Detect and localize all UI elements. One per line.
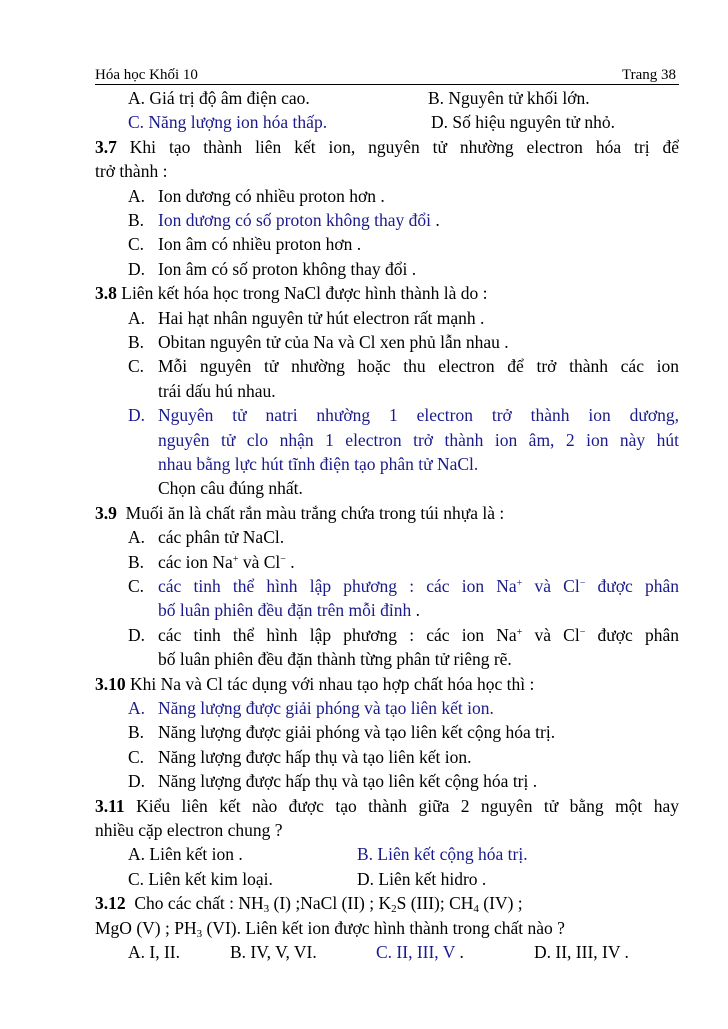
q38-c-text-2: trái dấu hú nhau. <box>158 380 276 401</box>
q310-d-label: D. <box>128 771 146 792</box>
q38-stem <box>95 281 679 305</box>
q310-c-text: Năng lượng được hấp thụ và tạo liên kết ion. <box>158 746 472 767</box>
q312-l1-b: (I) ;NaCl (II) ; K <box>269 893 392 914</box>
q38-a-label: A. <box>128 307 146 328</box>
q310-stem-text: Khi Na và Cl tác dụng với nhau tạo hợp chất hóa học thì : <box>130 673 535 694</box>
q39-d-end: được phân <box>585 624 679 645</box>
q39-d-mid: và Cl <box>522 624 580 645</box>
q310-option-a <box>95 696 679 720</box>
q37-c-label: C. <box>128 234 145 255</box>
q310-a-label: A. <box>128 697 146 718</box>
q39-b-label: B. <box>128 551 145 572</box>
q311-option-a: A. Liên kết ion . <box>128 844 243 865</box>
q39-c-label: C. <box>128 575 145 596</box>
q312-l2-a: MgO (V) ; PH <box>95 917 197 938</box>
q39-c-tail: . <box>411 600 420 621</box>
prev-option-c: C. Năng lượng ion hóa thấp. <box>128 112 328 133</box>
q39-option-c <box>95 574 679 598</box>
q312-l1-sub-2: 2 <box>391 903 397 916</box>
page-content <box>95 86 679 964</box>
q38-option-a <box>95 306 679 330</box>
q37-b-text: Ion dương có số proton không thay đổi <box>158 209 431 230</box>
q39-b-text <box>158 550 679 574</box>
q39-a-text: các phân tử NaCl. <box>158 527 285 548</box>
q310-option-b <box>95 720 679 744</box>
q311-options-row-2 <box>95 867 679 891</box>
q39-b-mid: và Cl <box>238 551 281 572</box>
q37-a-label: A. <box>128 185 146 206</box>
q311-number: 3.11 <box>95 795 125 816</box>
q39-b-end: . <box>285 551 295 572</box>
prev-option-d: D. Số hiệu nguyên tử nhỏ. <box>431 112 615 133</box>
prev-option-a: A. Giá trị độ âm điện cao. <box>128 88 310 108</box>
q39-number: 3.9 <box>95 502 117 523</box>
prev-options-row-2 <box>95 110 679 134</box>
q39-option-d <box>95 623 679 647</box>
q312-l1-a: Cho các chất : NH <box>134 893 264 914</box>
q39-b-pre: các ion Na <box>158 551 233 572</box>
q37-b-label: B. <box>128 209 145 230</box>
q312-l1-c: S (III); CH <box>396 893 474 914</box>
q39-c-text-2: bố luân phiên đều đặn trên mỗi đỉnh <box>158 600 412 621</box>
q311-stem-line-1 <box>95 794 679 818</box>
q39-b-sup-plus: + <box>232 553 239 565</box>
q39-a-label: A. <box>128 527 146 548</box>
q312-l1-d: (IV) ; <box>478 893 523 914</box>
q312-option-b: B. IV, V, VI. <box>230 941 317 962</box>
q39-d-pre: các tinh thể hình lập phương : các ion Na <box>158 624 517 645</box>
q37-d-text: Ion âm có số proton không thay đổi . <box>158 258 417 279</box>
q310-option-d <box>95 769 679 793</box>
page-header <box>95 66 679 85</box>
q37-b-tail: . <box>430 209 440 230</box>
q39-c-end: được phân <box>585 575 679 596</box>
q37-stem-line-1 <box>95 135 679 159</box>
q311-stem-1: Kiểu liên kết nào được tạo thành giữa 2 nguyên tử bằng một hay <box>136 795 679 816</box>
q310-d-text: Năng lượng được hấp thụ và tạo liên kết cộng hóa trị . <box>158 771 538 792</box>
q312-stem-line-1 <box>95 891 679 915</box>
q38-option-c <box>95 354 679 378</box>
q312-option-c: C. II, III, V <box>376 941 456 962</box>
q39-c-mid: và Cl <box>522 575 580 596</box>
q39-d-text-1 <box>158 623 679 647</box>
header-subject: Hóa học Khối 10 <box>95 67 198 83</box>
q312-number: 3.12 <box>95 893 126 914</box>
q39-c-pre: các tinh thể hình lập phương : các ion Na <box>158 575 517 596</box>
q310-b-text: Năng lượng được giải phóng và tạo liên kết cộng hóa trị. <box>158 722 556 743</box>
q38-number: 3.8 <box>95 283 117 304</box>
q38-d-label: D. <box>128 405 146 426</box>
q38-option-d <box>95 403 679 427</box>
q311-options-row-1 <box>95 842 679 866</box>
q37-number: 3.7 <box>95 136 117 157</box>
q311-stem-line-2: nhiều cặp electron chung ? <box>95 819 283 840</box>
q38-d-text-2-wrap <box>95 428 679 452</box>
q37-a-text: Ion dương có nhiều proton hơn . <box>158 185 385 206</box>
q38-b-text: Obitan nguyên tử của Na và Cl xen phủ lẫn nhau . <box>158 331 509 352</box>
q312-option-d: D. II, III, IV . <box>534 941 629 962</box>
q38-option-b <box>95 330 679 354</box>
q311-option-d: D. Liên kết hidro . <box>357 868 487 889</box>
q38-a-text: Hai hạt nhân nguyên tử hút electron rất mạnh . <box>158 307 485 328</box>
q39-c-sup-plus: + <box>516 577 523 589</box>
q312-option-a: A. I, II. <box>128 941 180 962</box>
q39-stem <box>95 501 679 525</box>
q38-choose-note: Chọn câu đúng nhất. <box>158 478 303 499</box>
q38-b-label: B. <box>128 331 145 352</box>
q37-option-d <box>95 257 679 281</box>
q37-c-text: Ion âm có nhiều proton hơn . <box>158 234 362 255</box>
header-page-number: Trang 38 <box>621 67 676 83</box>
q38-stem-text: Liên kết hóa học trong NaCl được hình thành là do : <box>121 283 488 304</box>
q312-l2-sub-1: 3 <box>196 927 203 940</box>
q39-option-b <box>95 550 679 574</box>
q38-c-label: C. <box>128 356 145 377</box>
q310-number: 3.10 <box>95 673 126 694</box>
q38-d-text-1: Nguyên tử natri nhường 1 electron trở thành ion dương, <box>158 405 679 426</box>
q38-d-text-2: nguyên tử clo nhận 1 electron trở thành ion âm, 2 ion này hút <box>158 429 679 450</box>
q39-c-text-1 <box>158 574 679 598</box>
q39-d-sup-plus: + <box>516 626 523 638</box>
q38-c-text-1: Mỗi nguyên tử nhường hoặc thu electron để trở thành các ion <box>158 356 679 377</box>
q37-d-label: D. <box>128 258 146 279</box>
q37-option-c <box>95 232 679 256</box>
q310-c-label: C. <box>128 746 145 767</box>
prev-option-b: B. Nguyên tử khối lớn. <box>428 88 590 108</box>
q39-stem-text: Muối ăn là chất rắn màu trắng chứa trong túi nhựa là : <box>125 502 505 523</box>
q37-option-a <box>95 184 679 208</box>
q312-option-c-tail: . <box>455 941 464 962</box>
q312-l2-b: (VI). Liên kết ion được hình thành trong chất nào ? <box>202 917 565 938</box>
q38-d-text-3: nhau bằng lực hút tĩnh điện tạo phân tử NaCl. <box>158 453 479 474</box>
q39-option-a <box>95 525 679 549</box>
q310-option-c <box>95 745 679 769</box>
prev-options-row-1 <box>95 86 679 110</box>
q312-l1-sub-1: 3 <box>263 903 270 916</box>
q311-option-b: B. Liên kết cộng hóa trị. <box>357 844 528 865</box>
q311-option-c: C. Liên kết kim loại. <box>128 868 273 889</box>
q39-d-sup-minus: − <box>579 626 586 638</box>
q39-d-text-2: bố luân phiên đều đặn thành từng phân tử riêng rẽ. <box>158 649 512 670</box>
q310-a-text: Năng lượng được giải phóng và tạo liên kết ion. <box>158 697 494 718</box>
q312-option-c-wrap <box>376 940 464 964</box>
q312-options-row <box>95 940 679 964</box>
q37-stem-line-2: trở thành : <box>95 161 168 182</box>
q37-option-b <box>95 208 679 232</box>
q310-b-label: B. <box>128 722 145 743</box>
q39-c-line-2 <box>95 598 679 622</box>
q312-l1-sub-3: 4 <box>473 903 479 916</box>
q39-c-sup-minus: − <box>579 577 586 589</box>
q39-d-label: D. <box>128 624 146 645</box>
q39-b-sup-minus: − <box>280 553 286 565</box>
q312-stem-line-2 <box>95 916 679 940</box>
q310-stem <box>95 672 679 696</box>
q37-stem-1: Khi tạo thành liên kết ion, nguyên tử nhường electron hóa trị để <box>129 136 679 157</box>
